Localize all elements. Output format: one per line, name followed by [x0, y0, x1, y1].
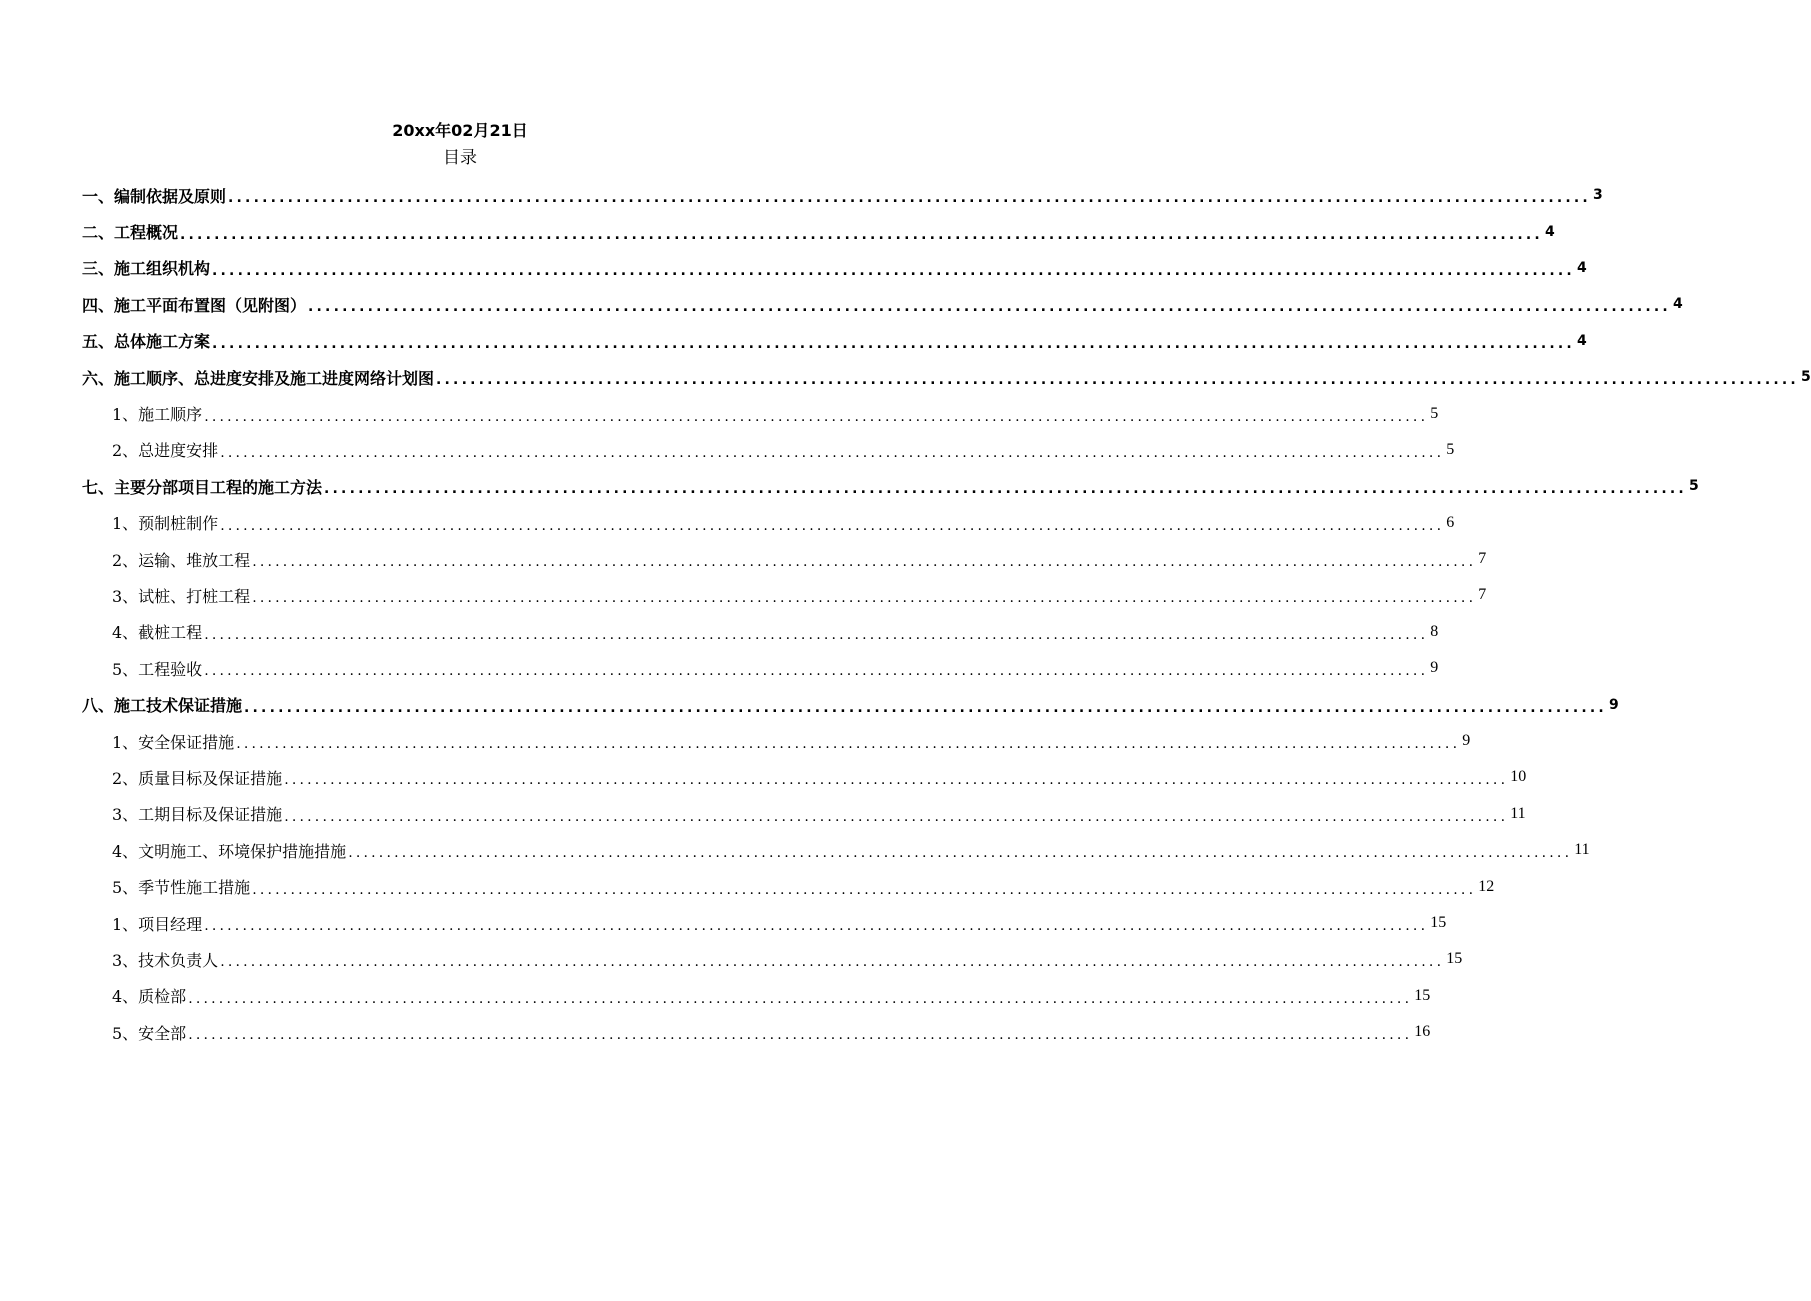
toc-entry[interactable]	[82, 213, 1555, 249]
toc-dot-leader: ................................................................................................................................................................	[204, 626, 1429, 643]
toc-entry-page-number: 5	[1430, 404, 1439, 422]
toc-dot-leader: ................................................................................................................................................................	[284, 772, 1509, 789]
toc-entry-page-number: 15	[1430, 914, 1447, 931]
toc-dot-leader: ................................................................................................................................................................	[204, 918, 1429, 934]
toc-entry-page-number: 4	[1544, 223, 1555, 240]
toc-entry-label: 一、编制依据及原则	[82, 186, 227, 206]
toc-entry[interactable]	[82, 759, 1527, 795]
toc-entry-page-number: 11	[1574, 841, 1590, 859]
toc-entry-label: 3、工期目标及保证措施	[112, 805, 283, 825]
toc-entry[interactable]	[82, 432, 1455, 468]
toc-dot-leader: ................................................................................................................................................................	[204, 408, 1429, 425]
toc-entry-label: 1、施工顺序	[112, 405, 203, 425]
toc-entry-label: 五、总体施工方案	[82, 332, 211, 352]
toc-entry[interactable]	[82, 723, 1471, 759]
toc-entry-page-number: 9	[1608, 696, 1619, 713]
toc-entry-label: 七、主要分部项目工程的施工方法	[82, 477, 323, 497]
toc-dot-leader: ................................................................................................................................................................	[212, 335, 1575, 352]
toc-entry-label: 三、施工组织机构	[82, 259, 211, 279]
toc-entry-page-number: 5	[1446, 440, 1455, 458]
toc-dot-leader: ................................................................................................................................................................	[244, 699, 1607, 716]
toc-dot-leader: ................................................................................................................................................................	[284, 808, 1509, 825]
toc-dot-leader: ................................................................................................................................................................	[348, 845, 1573, 862]
toc-entry-label: 3、试桩、打桩工程	[112, 586, 251, 606]
toc-entry-label: 2、总进度安排	[112, 441, 219, 461]
toc-entry[interactable]	[82, 541, 1487, 577]
toc-entry-label: 5、安全部	[112, 1023, 187, 1043]
toc-dot-leader: ................................................................................................................................................................	[220, 517, 1445, 534]
toc-entry-label: 二、工程概况	[82, 223, 179, 243]
toc-entry[interactable]	[82, 468, 1699, 504]
toc-entry-label: 1、安全保证措施	[112, 732, 235, 752]
toc-dot-leader: ................................................................................................................................................................	[252, 590, 1477, 607]
toc-entry-page-number: 5	[1688, 478, 1699, 495]
toc-dot-leader: ................................................................................................................................................................	[228, 190, 1591, 207]
toc-entry-page-number: 6	[1446, 513, 1455, 531]
toc-dot-leader: ................................................................................................................................................................	[180, 226, 1543, 243]
toc-entry-label: 四、施工平面布置图（见附图）	[82, 295, 307, 315]
toc-entry[interactable]	[82, 614, 1439, 650]
toc-entry[interactable]	[82, 1014, 1431, 1050]
toc-entry-page-number: 7	[1478, 586, 1487, 604]
toc-entry-label: 六、施工顺序、总进度安排及施工进度网络计划图	[82, 368, 435, 388]
toc-entry-page-number: 4	[1672, 296, 1683, 313]
toc-entry-label: 八、施工技术保证措施	[82, 696, 243, 716]
toc-entry[interactable]	[82, 286, 1683, 322]
toc-dot-leader: ................................................................................................................................................................	[204, 663, 1429, 680]
toc-entry[interactable]	[82, 650, 1439, 686]
toc-entry-page-number: 16	[1414, 1023, 1431, 1041]
toc-entry[interactable]	[82, 395, 1439, 431]
toc-entry[interactable]	[82, 796, 1526, 832]
toc-entry[interactable]	[82, 505, 1455, 541]
toc-entry-label: 1、预制桩制作	[112, 514, 219, 534]
toc-dot-leader: ................................................................................................................................................................	[220, 444, 1445, 461]
toc-dot-leader: ................................................................................................................................................................	[436, 372, 1799, 389]
toc-entry[interactable]	[82, 177, 1603, 213]
toc-dot-leader: ................................................................................................................................................................	[324, 481, 1687, 498]
toc-entry-page-number: 3	[1592, 187, 1603, 204]
toc-dot-leader: ................................................................................................................................................................	[220, 954, 1445, 971]
toc-entry[interactable]	[82, 686, 1619, 722]
toc-entry-page-number: 15	[1414, 986, 1431, 1004]
toc-dot-leader: ................................................................................................................................................................	[252, 554, 1477, 571]
toc-dot-leader: ................................................................................................................................................................	[188, 1027, 1413, 1044]
toc-entry[interactable]	[82, 323, 1587, 359]
toc-entry-page-number: 9	[1430, 659, 1439, 677]
toc-entry-label: 2、运输、堆放工程	[112, 550, 251, 570]
toc-entry-label: 4、截桩工程	[112, 623, 203, 643]
toc-title: 目录	[443, 148, 477, 168]
toc-entry-page-number: 5	[1800, 369, 1811, 386]
toc-entry[interactable]	[82, 577, 1487, 613]
toc-entry-page-number: 11	[1510, 804, 1526, 822]
toc-entry-label: 4、质检部	[112, 987, 187, 1007]
toc-dot-leader: ................................................................................................................................................................	[188, 990, 1413, 1007]
toc-dot-leader: ................................................................................................................................................................	[308, 299, 1671, 316]
toc-entry-page-number: 10	[1510, 768, 1527, 786]
toc-entry[interactable]	[82, 941, 1463, 977]
toc-entry[interactable]	[82, 868, 1495, 904]
toc-entry-page-number: 7	[1478, 550, 1487, 568]
document-date: 20xx年02月21日	[392, 121, 528, 140]
toc-entry-page-number: 15	[1446, 950, 1463, 968]
table-of-contents	[82, 177, 1811, 1050]
toc-entry-page-number: 12	[1478, 877, 1495, 895]
toc-entry[interactable]	[82, 359, 1811, 395]
toc-dot-leader: ................................................................................................................................................................	[252, 881, 1477, 898]
toc-dot-leader: ................................................................................................................................................................	[212, 262, 1575, 279]
toc-entry[interactable]	[82, 832, 1590, 868]
toc-entry-label: 2、质量目标及保证措施	[112, 768, 283, 788]
toc-dot-leader: ................................................................................................................................................................	[236, 736, 1461, 753]
toc-entry-page-number: 9	[1462, 732, 1471, 750]
toc-entry-page-number: 4	[1576, 332, 1587, 349]
toc-entry[interactable]	[82, 905, 1447, 941]
toc-entry-page-number: 4	[1576, 259, 1587, 276]
toc-entry[interactable]	[82, 250, 1587, 286]
toc-entry-label: 5、季节性施工措施	[112, 878, 251, 898]
toc-entry-label: 1、项目经理	[112, 914, 203, 934]
toc-entry-label: 4、文明施工、环境保护措施措施	[112, 841, 347, 861]
toc-entry-label: 5、工程验收	[112, 659, 203, 679]
toc-entry-label: 3、技术负责人	[112, 950, 219, 970]
toc-entry-page-number: 8	[1430, 622, 1439, 640]
toc-entry[interactable]	[82, 978, 1431, 1014]
